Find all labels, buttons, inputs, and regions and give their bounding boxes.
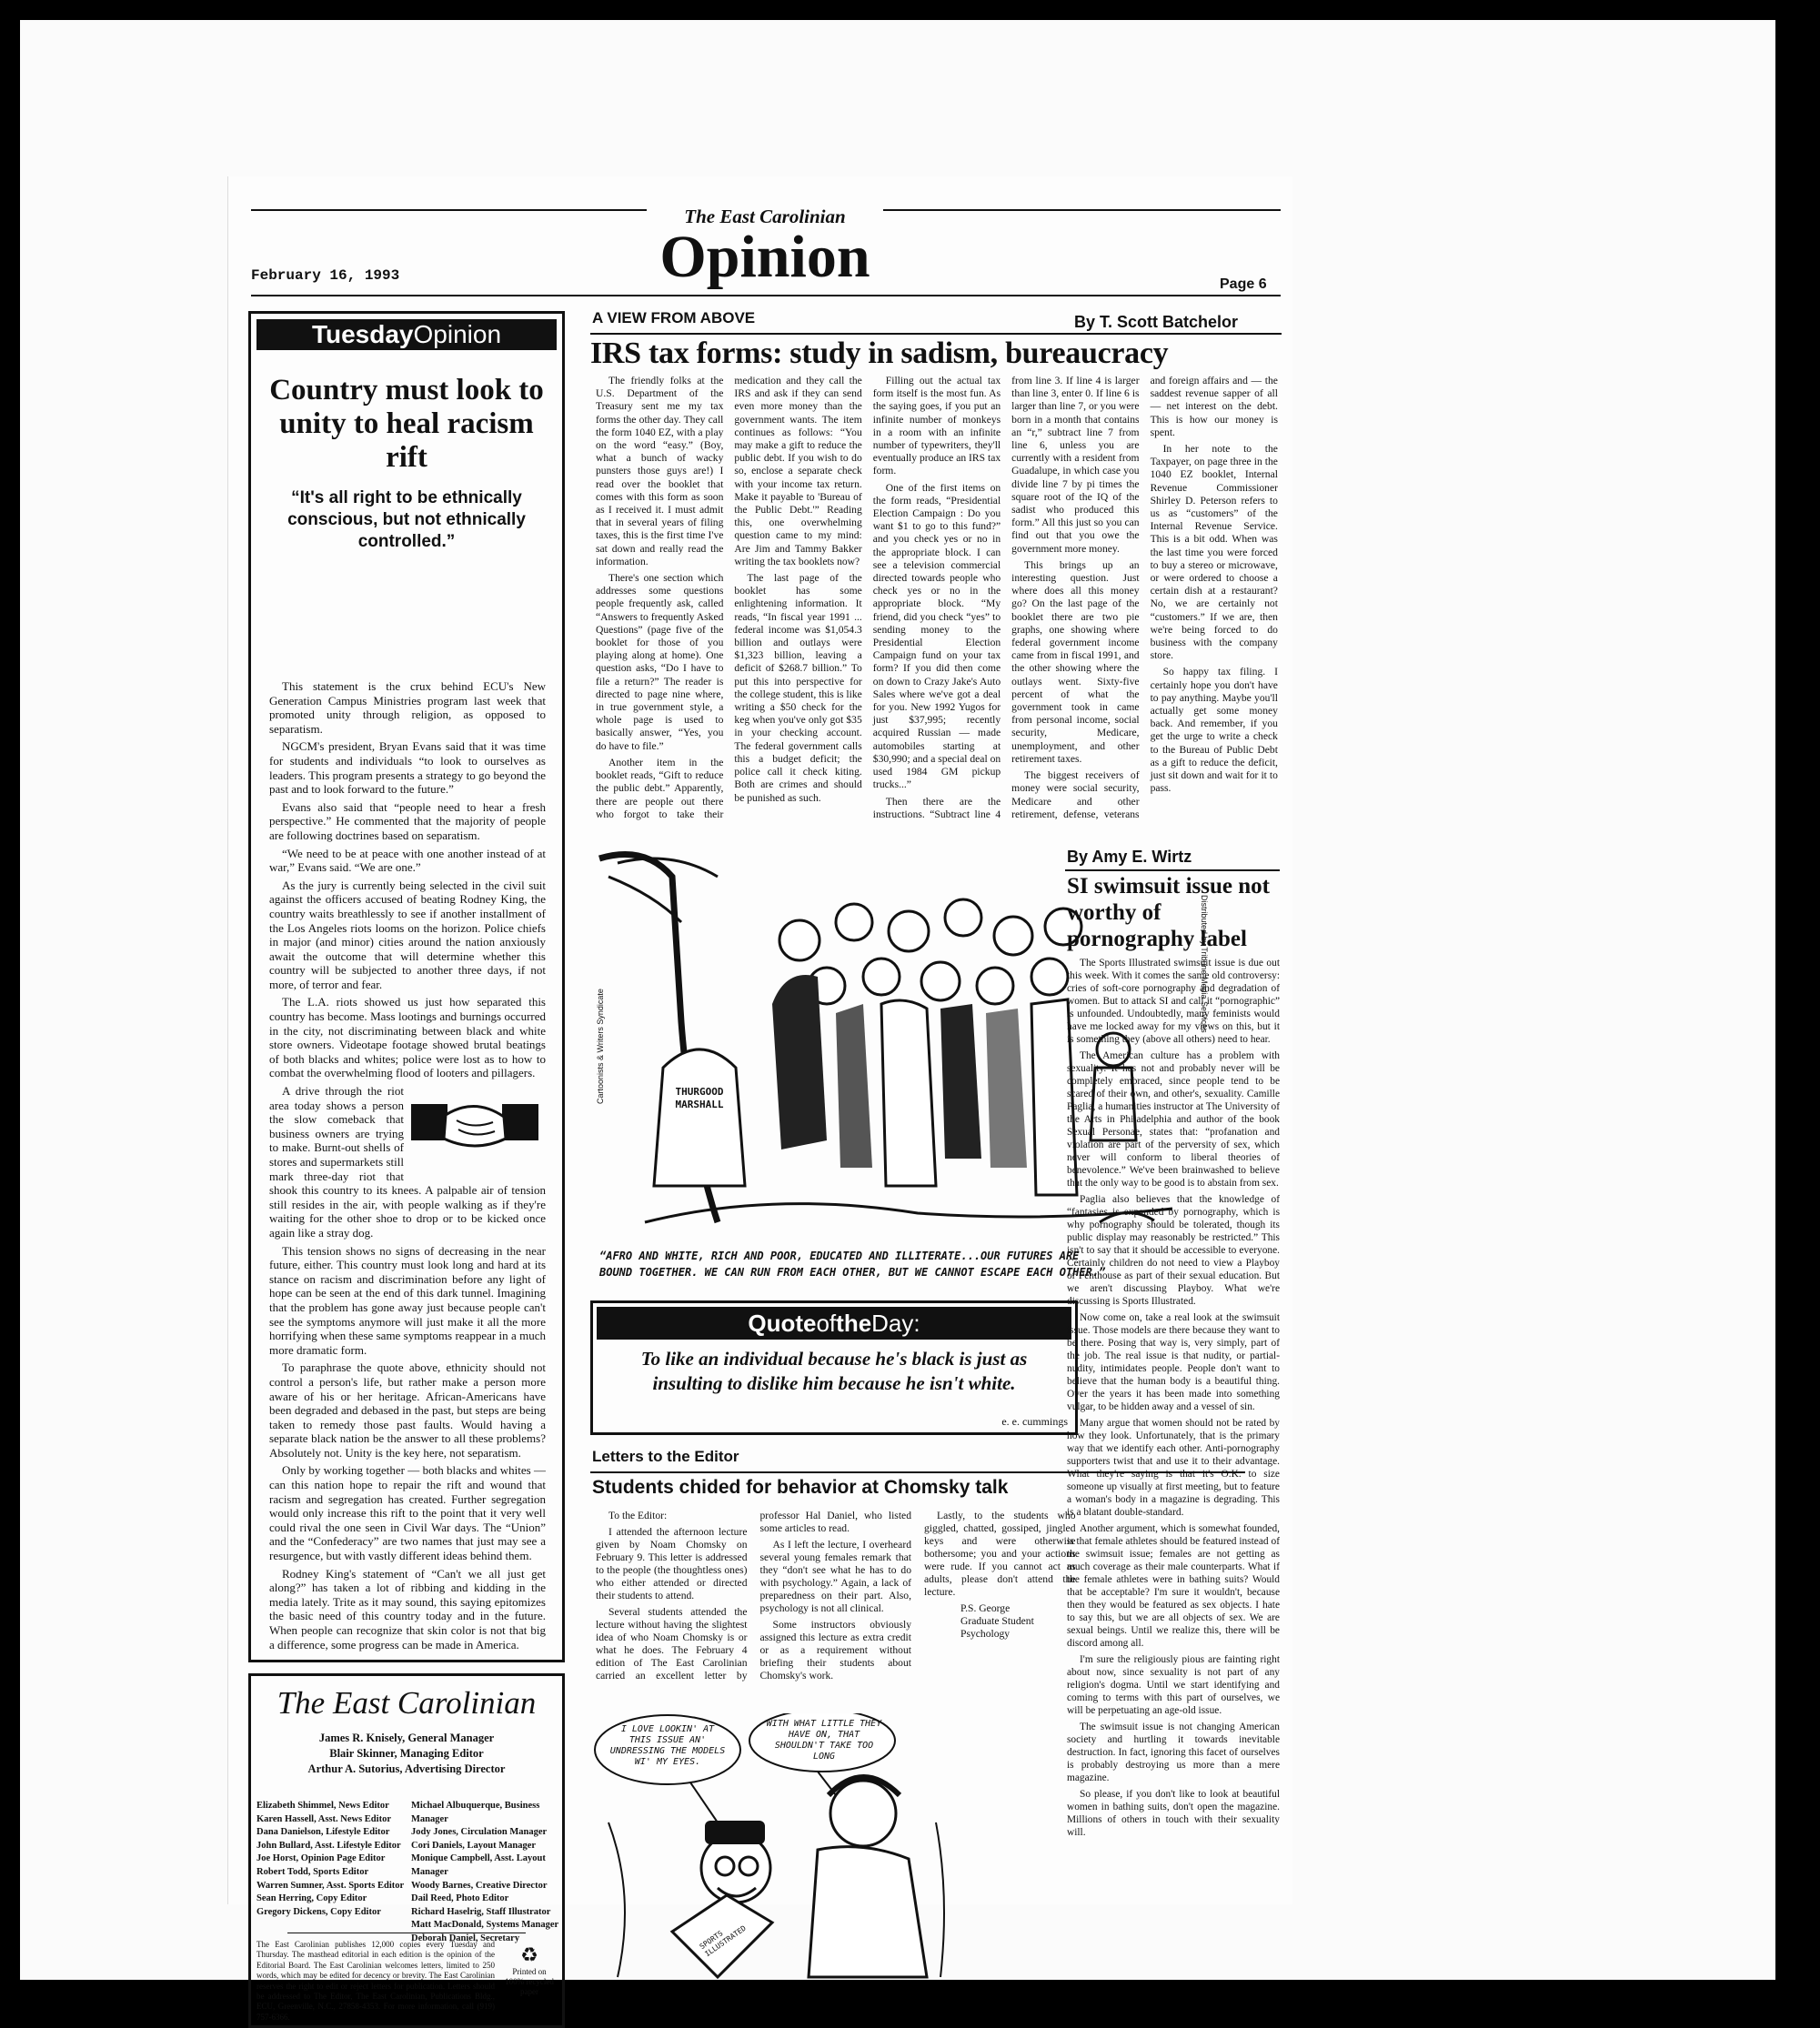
staff-leader: Blair Skinner, Managing Editor [329, 1747, 484, 1760]
paragraph: Paglia also believes that the knowledge of “fantasies is expanded by pornography, which is why pornography should be tolerated, though its public display may reasonably be restricted.” This isn't to say that it should be accessible to everyone. Certainly children do not need to view a Playboy or Penthouse as part of their sexual education. But we aren't discussing Playboy. What we're discussing is Sports Illustrated. [1067, 1194, 1280, 1307]
irs-byline: By T. Scott Batchelor [1074, 313, 1239, 331]
paragraph: Now come on, take a real look at the swimsuit issue. Those models are there because they want to be there. Posing that way is, very simply, part of the job. The real issue is that nudity, or partial-nudity, intimidates people. People don't want to believe that the human body is a beautiful thing. Over the years it has been made into something vulgar, to be hidden away and a vessel of sin. [1067, 1312, 1280, 1412]
si-rule [1065, 869, 1280, 871]
staff-member: Monique Campbell, Asst. Layout Manager [411, 1853, 546, 1877]
cartoon-credit-left: Cartoonists & Writers Syndicate [596, 989, 605, 1104]
staff-member: Elizabeth Shimmel, News Editor [256, 1801, 389, 1811]
staff-title: The East Carolinian [277, 1685, 537, 1721]
staff-member: Matt MacDonald, Systems Manager [411, 1920, 559, 1931]
staff-member: Warren Sumner, Asst. Sports Editor [256, 1880, 405, 1891]
paragraph: The biggest receivers of money were social security, Medicare and other retirement, defense, veterans and foreign affairs and — the saddest revenue sapper of all — net interest on the debt. This is how our money is spent. [1011, 375, 1278, 820]
staff-member: Jody Jones, Circulation Manager [411, 1827, 548, 1838]
quote-banner-part: the [836, 1310, 872, 1337]
paragraph: Evans also said that “people need to hear a fresh perspective.” He commented that the majority of people are following doctrines based on separatism. [269, 799, 546, 842]
irs-rule [590, 333, 1282, 335]
signature-line: Psychology [960, 1628, 1011, 1640]
si-byline: By Amy E. Wirtz [1067, 848, 1192, 866]
letters-section-label: Letters to the Editor [592, 1448, 739, 1465]
staff-member: Woody Barnes, Creative Director [411, 1880, 548, 1891]
paragraph: The swimsuit issue is not changing American society and hurtling it towards inevitable destruction. In fact, ignoring this facet of ourselves is probably destroying us more than a mere magazine. [1067, 1722, 1280, 1783]
paragraph: Rodney King's statement of “Can't we all just get along?” has taken a lot of ribbing and kidding in the media lately. Trite as it may sound, this saying epitomizes the basic need of this country today and in the future. When people can recognize that skin color is not that big a difference, some progress can be made in America. [269, 1566, 546, 1652]
staff-leader: Arthur A. Sutorius, Advertising Director [307, 1762, 506, 1775]
paragraph: NGCM's president, Bryan Evans said that it was time for students and individuals “to look to ourselves as leaders. This program presents a strategy to go beyond the past and to look forward to the future.” [269, 739, 546, 797]
tombstone-text: THURGOOD MARSHALL [675, 1086, 724, 1110]
masthead-page-number: Page 6 [1220, 276, 1267, 292]
staff-member: Dail Reed, Photo Editor [411, 1893, 509, 1904]
tuesday-opinion-banner [256, 319, 557, 350]
newspaper-page [227, 176, 1292, 2022]
si-headline: SI swimsuit issue not worthy of pornography label [1067, 874, 1270, 951]
speech-bubble-left: I LOVE LOOKIN' AT THIS ISSUE AN' UNDRESSING THE MODELS WI' MY EYES. [609, 1724, 726, 1767]
tuesday-headline: Country must look to unity to heal racism rift [269, 374, 544, 474]
paragraph: So please, if you don't like to look at beautiful women in bathing suits, don't open the magazine. Millions of others in touch with their sexuality will. [1067, 1789, 1280, 1838]
staff-list-right [411, 1800, 562, 1946]
paragraph: Filling out the actual tax form itself is the most fun. As the saying goes, if you put an infinite number of monkeys in a room with an infinite number of typewriters, they'll eventually produce an IRS tax form. [872, 375, 1001, 477]
signature-line: P.S. George [960, 1602, 1011, 1614]
tuesday-body [269, 679, 546, 1652]
cartoon-credit-right: Distributed by Tribune Media Services [1200, 895, 1209, 1033]
signature-line: Graduate Student [960, 1615, 1034, 1627]
quote-author: e. e. cummings [1001, 1415, 1068, 1428]
staff-member: Joe Horst, Opinion Page Editor [256, 1853, 386, 1864]
paragraph: There's one section which addresses some questions people frequently ask, called “Answers to frequently Asked Questions” (page five of the booklet for those of you playing along at home). One question asks, “Do I have to file a return?” The reader is directed to page nine where, in true government style, a whole page is used to basically answer, “Yes, you do have to file.” [596, 572, 724, 752]
paragraph: Another argument, which is somewhat founded, is that female athletes should be featured instead of the swimsuit issue; females are not getting as much coverage as their male counterparts. What if the female athletes were in bathing suits? Would that be acceptable? I'm sure it wouldn't, because then they would be featured as sex objects. I hate to say this, but we are all objects of sex. We are sexual beings. Until we realize this, there will be discord among all. [1067, 1523, 1280, 1649]
tuesday-opinion-box [248, 311, 565, 1662]
paragraph: Another item in the booklet reads, “Gift to reduce the public debt.” Apparently, there are people out there who forgot to take their medication and they call the IRS and ask if they can send even more money than the government wants. The item continues as follows: “You may make a gift to reduce the public debt. If you wish to do so, enclose a separate check with your income tax return. Make it payable to 'Bureau of the Public Debt.'” Reading this, one overwhelming question came to my mind: Are Jim and Tammy Bakker writing the tax booklets now? [596, 375, 862, 820]
staff-member: Karen Hassell, Asst. News Editor [256, 1813, 391, 1824]
magazine-cover-text: SPORTS ILLUSTRATED [698, 1923, 748, 1959]
staff-policy: The East Carolinian publishes 12,000 copies every Tuesday and Thursday. The masthead editorial in each edition is the opinion of the Editorial Board. The East Carolinian welcomes letters, limited to 250 words, which may be edited for decency or brevity. The East Carolinian reserves the right to edit or reject letters for publication. Letters should be addressed to The Editor, The East Carolinian, Publications Bldg., ECU, Greenville, N.C., 27858-4353. For more information, call (919) 757-6366. [256, 1940, 495, 2022]
quote-banner-part: Day: [871, 1310, 920, 1337]
staff-leader: James R. Knisely, General Manager [318, 1732, 495, 1744]
letter-salutation: To the Editor: [608, 1510, 668, 1521]
masthead-rule-bottom [251, 295, 1281, 296]
recycle-icon: ♻ [520, 1943, 538, 1966]
paragraph: Then there are the instructions. “Subtract line 4 from line 3. If line 4 is larger than line 3, enter 0. If line 6 is larger than line 7, or you were born in a month that contains an “r,” subtract line 7 from line 6, unless you are currently with a resident from Guadalupe, in which case you divide line 7 by pi times the square root of the IQ of the sadist who produced this form.” All this just so you can find out that you owe the government more money. [872, 375, 1140, 820]
staff-member: Sean Herring, Copy Editor [256, 1893, 367, 1904]
paragraph: Several students attended the lecture without having the slightest idea of who Noam Chomsky is or what he does. The February 4 edition of The East Carolinian carried an excellent letter by professor Hal Daniel, who listed some articles to read. [596, 1510, 911, 1682]
masthead-date: February 16, 1993 [251, 267, 400, 284]
staff-leaders [251, 1731, 562, 1777]
irs-kicker: A VIEW FROM ABOVE [592, 309, 756, 326]
quote-banner-part: Quote [748, 1310, 817, 1337]
paragraph: “We need to be at peace with one another instead of at war,” Evans said. “We are one.” [269, 846, 546, 875]
paragraph: The Sports Illustrated swimsuit issue is due out this week. With it comes the same old controversy: cries of soft-core pornography and degradation of women. But to attack SI and call it “pornographic” is unfounded. Undoubtedly, many feminists would have me locked away for my views on this, but it is something they (above all others) need to hear. [1067, 958, 1280, 1045]
staff-member: Dana Danielson, Lifestyle Editor [256, 1827, 390, 1838]
recycled-badge [502, 1943, 557, 1997]
irs-body [596, 375, 1278, 824]
paragraph: The friendly folks at the U.S. Department of the Treasury sent me my tax forms the other day. They call the form 1040 EZ, with a play on the word “easy.” (Boy, what a bunch of wacky punsters those guys are!) I read over the booklet that comes with this form as soon as I received it. I must admit that in several years of filing taxes, this is the first time I've sat down and really read the information. [596, 375, 724, 567]
staff-member: Robert Todd, Sports Editor [256, 1866, 369, 1877]
paragraph: The L.A. riots showed us just how separated this country has become. Mass lootings and burnings occurred in the city, not discriminating between black and white store owners. Videotape footage showed brutal beatings of both blacks and whites; police were lost as to how to combat the overwhelming flood of looters and pillagers. [269, 995, 546, 1080]
paragraph: One of the first items on the form reads, “Presidential Election Campaign : Do you want $1 to go to this fund?” and you check yes or no in the appropriate block. I can see a television commercial directed towards people who check yes or no in the appropriate block. “My friend, did you check “yes” to sending money to the Presidential Election Campaign fund on your tax form? If you did then come on down to Crazy Jake's Auto Sales where we've got a deal for you. New 1992 Yugos for just $37,995; recently acquired Russian — made automobiles starting at $30,990; and a special deal on used 1984 GM pickup trucks...” [872, 481, 1001, 791]
quote-banner [597, 1307, 1071, 1340]
speech-bubble-right: WITH WHAT LITTLE THEY HAVE ON, THAT SHOULDN'T TAKE TOO LONG [766, 1719, 882, 1762]
paragraph: I'm sure the religiously pious are fainting right about now, since sexuality is not part of any religion's dogma. Until we start identifying and coming to terms with this part of ourselves, we will be perpetuating an age-old issue. [1067, 1654, 1280, 1716]
quote-text: To like an individual because he's black is just as insulting to dislike him because he isn't white. [640, 1348, 1028, 1394]
paragraph: So happy tax filing. I certainly hope you don't have to pay anything. Maybe you'll actually get some money back. And remember, if you get the urge to write a check to the Bureau of Public Debt as a gift to reduce the deficit, just sit down and wait for it to pass. [1150, 666, 1278, 795]
paragraph: This tension shows no signs of decreasing in the near future, either. This country must look long and hard at its stance on racism and discrimination before any light of hope can be seen at the end of this dark tunnel. Imagining that the problem has gone away just because people can't see the symptoms anymore will just make it all the more horrifying when these same symptoms reappear in a much more dramatic form. [269, 1243, 546, 1357]
recycled-note: Printed on 100% recycled paper [505, 1967, 554, 1996]
staff-member: Gregory Dickens, Copy Editor [256, 1906, 381, 1917]
scan-background [20, 20, 1775, 2022]
paragraph: The last page of the booklet has some enlightening information. It reads, “In fiscal year 1991 ... federal income was $1,054.3 billion and outlays were $1,323 billion, leaving a deficit of $268.7 billion.” To put this into perspective for the college student, this is like writing a $50 check for the keg when you've only got $35 in your checking account. The federal government calls this a budget deficit; the police call it check kiting. Both are crimes and should be punished as such. [734, 572, 862, 804]
staff-member: John Bullard, Asst. Lifestyle Editor [256, 1840, 401, 1851]
masthead-section-title: Opinion [659, 224, 870, 290]
staff-member: Deborah Daniel, Secretary [411, 1933, 520, 1943]
swimsuit-cartoon [590, 1713, 963, 1986]
cartoon-caption: “AFRO AND WHITE, RICH AND POOR, EDUCATED AND ILLITERATE...OUR FUTURES ARE BOUND TOGETHER. WE CAN RUN FROM EACH OTHER, BUT WE CANNOT ESCAPE EACH OTHER.” [599, 1250, 1106, 1279]
paragraph: I attended the afternoon lecture given by Noam Chomsky on February 9. This letter is addressed to the people (the thoughtless ones) who either attended or directed their students to attend. [596, 1526, 748, 1601]
si-body [1067, 957, 1280, 2003]
banner-light: Opinion [413, 320, 502, 348]
staff-member: Cori Daniels, Layout Manager [411, 1840, 537, 1851]
handshake-illustration [411, 1088, 538, 1170]
letters-headline: Students chided for behavior at Chomsky talk [592, 1477, 1009, 1498]
paragraph: To paraphrase the quote above, ethnicity should not control a person's life, but rather make a person more aware of his or her heritage. African-Americans have been degraded and debased in the past, but steps are being taken to remedy those past faults. Would having a separate black nation be the answer to all these problems? Absolutely not. Unity is the key here, not separatism. [269, 1360, 546, 1460]
paragraph: Some instructors obviously assigned this lecture as extra credit or as a requirement without briefing their students about Chomsky's work. [759, 1619, 911, 1682]
irs-headline: IRS tax forms: study in sadism, bureaucracy [590, 336, 1169, 370]
paragraph: A drive through the riot area today shows a person the slow comeback that business owners are trying to make. Burnt-out shells of stores and supermarkets still mark three-day riot that shook this country to its knees. A palpable air of tension still resides in the air, with people walking as if they're waiting for the other shoe to drop or to be kicked once again like a stray dog. [269, 1084, 546, 1240]
tuesday-pullquote: “It's all right to be ethnically conscious, but not ethnically controlled.” [287, 488, 526, 551]
paragraph: This statement is the crux behind ECU's New Generation Campus Ministries program last week that promoted unity through religion, as opposed to separatism. [269, 679, 546, 736]
staff-member: Richard Haselrig, Staff Illustrator [411, 1906, 551, 1917]
paragraph: As I left the lecture, I overheard several young females remark that they “don't see what he has to do with psychology.” Again, a lack of preparedness on their part. Also, psychology is not all clinical. [759, 1539, 911, 1614]
paragraph: Lastly, to the students who giggled, chatted, gossiped, jingled keys and were otherwise bothersome; you and your actions were rude. If you cannot act as adults, please don't attend the lecture. [924, 1510, 1076, 1598]
quote-banner-part: of [816, 1310, 837, 1337]
paragraph: The American culture has a problem with sexuality. It has not and probably never will be completely embraced, since people tend to be scared of their own, and other's, sexuality. Camille Paglia, a humanities instructor at The University of the Arts in Philadelphia and author of the book Sexual Personae, states that: “profanation and violation are part of the perversity of sex, which never will conform to liberal theories of benevolence.” We've been brainwashed to believe that the only way to be good is to abstain from sex. [1067, 1050, 1280, 1189]
paragraph: Only by working together — both blacks and whites — can this nation hope to repair the rift and wound that racism and segregation has created. Further segregation would only increase this rift to the point that it very well could rival the one seen in Civil War days. The “Union” and the “Confederacy” are two names that just may see a resurgence, but with vastly different ideas behind them. [269, 1463, 546, 1563]
paragraph: Many argue that women should not be rated by how they look. Unfortunately, that is the primary way that we identify each other. Anti-pornography supporters twist that and use it to their advantage. What they're saying is that it's O.K. to size someone up visually at first meeting, but to feature a woman's body in a magazine is degrading. This is a blatant double-standard. [1067, 1418, 1280, 1518]
paragraph: As the jury is currently being selected in the civil suit against the officers accused of beating Rodney King, the country waits breathlessly to see if another installment of the Los Angeles riots looms on the horizon. Police chiefs in major (and minor) cities around the nation anxiously await the outcome that will determine whether this country will be subjected to another three days, if not more, of terror and fear. [269, 878, 546, 991]
banner-bold: Tuesday [311, 320, 414, 348]
staff-list-left [256, 1800, 411, 1919]
letter-signature [960, 1602, 1076, 1641]
masthead-paper-name: The East Carolinian [647, 206, 883, 228]
tombstone-shape [654, 1049, 745, 1186]
quote-of-the-day-box [590, 1300, 1078, 1435]
staff-member: Michael Albuquerque, Business Manager [411, 1801, 540, 1824]
paragraph: In her note to the Taxpayer, on page three in the 1040 EZ booklet, Internal Revenue Commissioner Shirley D. Peterson refers to us as “customers” of the Internal Revenue Service. This is a bit odd. When was the last time you were forced to buy a stereo or microwave, or were ordered to choose a certain dish at a restaurant? No, we are certainly not “customers.” If we are, then we're being forced to do business with the company store. [1150, 443, 1278, 662]
staff-box [248, 1673, 565, 2028]
paragraph: This brings up an interesting question. Just where does all this money go? On the last page of the booklet there are two pie graphs, one showing where federal government income came from in fiscal 1991, and the other showing where the outlays went. Sixty-five percent of what the government took in came from personal income, social security, Medicare, unemployment, and other retirement taxes. [1011, 558, 1140, 765]
